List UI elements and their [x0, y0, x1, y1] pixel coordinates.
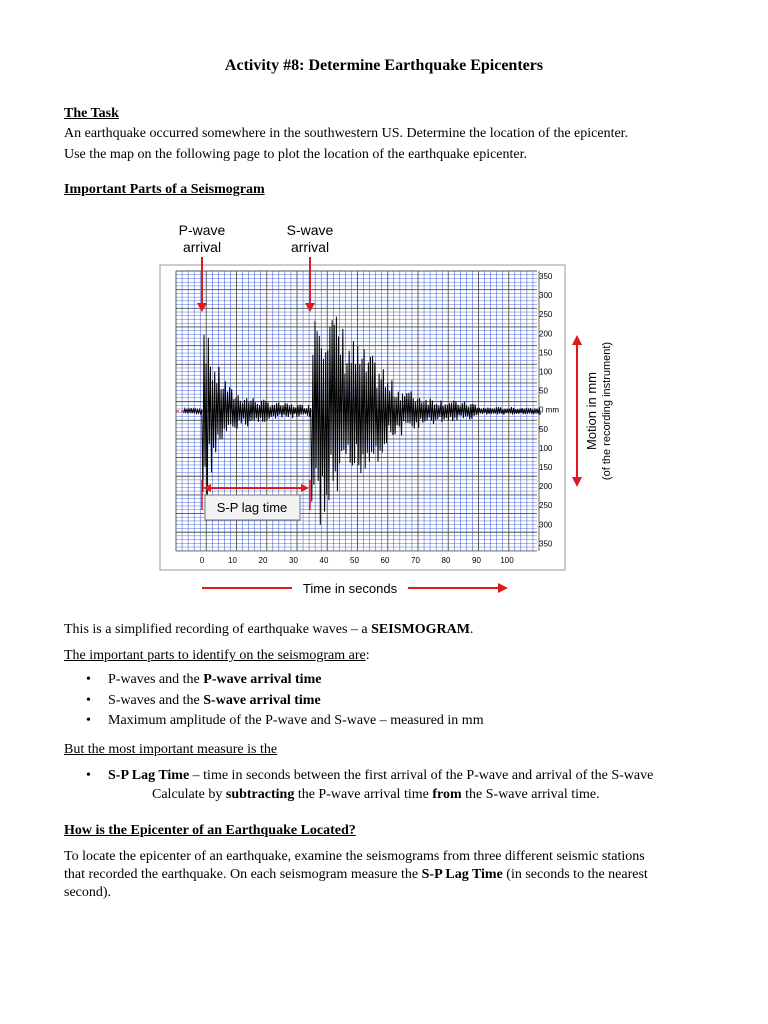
x-tick-label: 80 [441, 556, 451, 565]
x-tick-label: 20 [258, 556, 268, 565]
identify-underlined: The important parts to identify on the seismogram are [64, 648, 366, 663]
bullet-dot: • [86, 672, 91, 687]
y-axis-label-2: (of the recording instrument) [601, 341, 613, 481]
y-tick-label: 100 [539, 443, 553, 453]
lag-rest: – time in seconds between the first arrival of the P-wave and arrival of the S-wave [189, 768, 654, 783]
x-tick-label: 50 [350, 556, 359, 565]
s-wave-label-2: arrival [290, 239, 330, 255]
bullet-bold: S-wave arrival time [203, 693, 321, 708]
calc-bold-2: from [432, 787, 462, 802]
y-tick-label: 100 [539, 367, 553, 377]
calc-mid: the P-wave arrival time [294, 787, 433, 802]
locate-line-3: second). [64, 885, 112, 900]
bullet-text: S-waves and the [108, 693, 204, 708]
intro-line [64, 620, 473, 640]
x-tick-label: 70 [411, 556, 420, 565]
calc-bold-1: subtracting [225, 787, 295, 802]
y-tick-label: 350 [539, 272, 553, 281]
motion-axis-arrow [572, 335, 582, 487]
bullet-item-3 [108, 713, 484, 729]
x-tick-label: 10 [228, 556, 237, 565]
x-tick-label: 30 [289, 556, 298, 565]
x-tick-label: 40 [319, 556, 329, 565]
y-tick-label: 150 [539, 463, 553, 472]
x-tick-label: 100 [500, 556, 514, 565]
locate-line-2 [64, 865, 648, 885]
bullet-dot: • [86, 693, 91, 708]
lag-definition [108, 768, 653, 784]
identify-line [64, 646, 370, 666]
y-axis-label-1: Motion in mm [584, 371, 599, 451]
sp-lag-label: S-P lag time [216, 500, 288, 515]
y-tick-label: 150 [539, 348, 553, 358]
y-tick-label: 250 [539, 501, 553, 511]
bullet-bold: P-wave arrival time [203, 672, 322, 687]
bullet-item-2 [108, 693, 321, 709]
y-tick-label: 300 [539, 291, 553, 301]
locate-line-1: To locate the epicenter of an earthquake, examine the seismograms from three different seismic stations [64, 849, 645, 864]
x-tick-label: 90 [472, 556, 481, 565]
bullet-dot: • [86, 768, 91, 783]
bullet-text: Maximum amplitude of the P-wave and S-wave – measured in mm [108, 713, 484, 728]
intro-bold: SEISMOGRAM [371, 622, 470, 637]
bullet-item-1 [108, 672, 321, 688]
x-tick-label: 0 [199, 556, 205, 565]
bullet-text: P-waves and the [108, 672, 204, 687]
lag-calc-line [152, 787, 600, 803]
parts-heading: Important Parts of a Seismogram [64, 182, 265, 197]
p-wave-label-1: P-wave [178, 222, 226, 238]
locate-heading: How is the Epicenter of an Earthquake Located? [64, 823, 356, 838]
intro-pre: This is a simplified recording of earthquake waves – a [64, 622, 372, 637]
y-tick-label: 350 [539, 539, 553, 549]
intro-post: . [469, 622, 474, 637]
task-line-1: An earthquake occurred somewhere in the southwestern US. Determine the location of the epicenter. [64, 126, 629, 141]
y-tick-label: 200 [539, 482, 553, 492]
seismogram-figure [140, 215, 640, 605]
page-title: Activity #8: Determine Earthquake Epicenters [224, 57, 544, 74]
lag-bold: S-P Lag Time [108, 768, 190, 783]
y-tick-label: 250 [539, 310, 553, 320]
calc-post: the S-wave arrival time. [461, 787, 600, 802]
identify-post: : [365, 648, 370, 663]
locate-pre: that recorded the earthquake. On each seismogram measure the [64, 867, 422, 882]
y-tick-label: 0 mm [539, 405, 559, 415]
x-axis-label: Time in seconds [302, 581, 398, 596]
x-tick-label: 60 [380, 556, 390, 565]
y-tick-label: 200 [539, 329, 553, 339]
y-tick-label: 300 [539, 520, 553, 530]
task-heading: The Task [64, 106, 119, 121]
bullet-dot: • [86, 713, 91, 728]
calc-pre: Calculate by [152, 787, 226, 802]
locate-bold: S-P Lag Time [421, 867, 503, 882]
p-wave-label-2: arrival [182, 239, 222, 255]
task-line-2: Use the map on the following page to plot the location of the earthquake epicenter. [64, 147, 528, 162]
most-important-line: But the most important measure is the [64, 742, 278, 757]
s-wave-label-1: S-wave [286, 222, 334, 238]
y-tick-label: 50 [539, 424, 548, 434]
y-tick-label: 50 [539, 386, 548, 396]
locate-post: (in seconds to the nearest [502, 867, 648, 882]
